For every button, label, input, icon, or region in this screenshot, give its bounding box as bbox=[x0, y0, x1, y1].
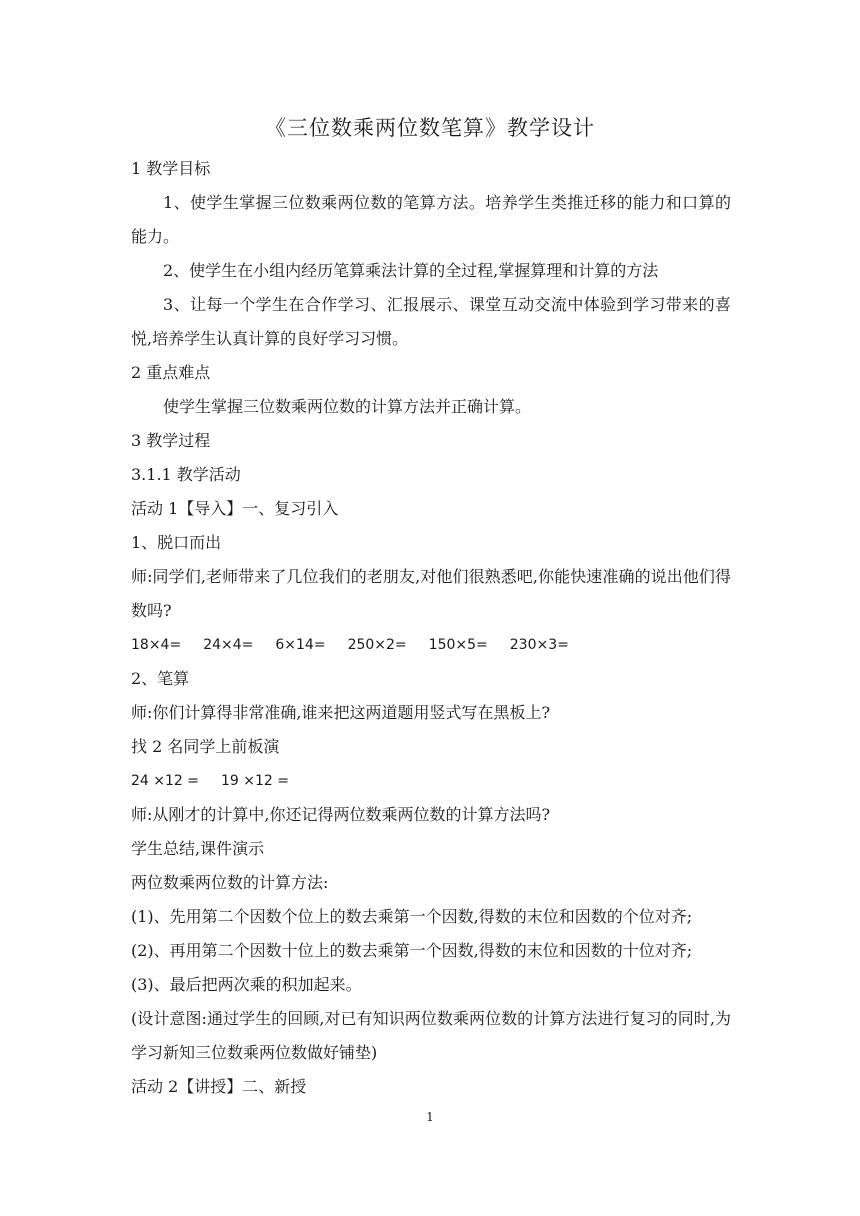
section-heading-key-points: 2 重点难点 bbox=[131, 363, 211, 382]
step-1-heading: 1、脱口而出 bbox=[131, 533, 222, 552]
teacher-question-3: 师:从刚才的计算中,你还记得两位数乘两位数的计算方法吗? bbox=[131, 805, 551, 824]
goal-2: 2、使学生在小组内经历笔算乘法计算的全过程,掌握算理和计算的方法 bbox=[163, 261, 659, 280]
goal-1: 1、使学生掌握三位数乘两位数的笔算方法。培养学生类推迁移的能力和口算的能力。 bbox=[131, 193, 731, 246]
section-heading-goals: 1 教学目标 bbox=[131, 159, 211, 178]
student-summary: 学生总结,课件演示 bbox=[131, 839, 265, 858]
method-step-1: (1)、先用第二个因数个位上的数去乘第一个因数,得数的末位和因数的个位对齐; bbox=[131, 907, 693, 926]
document-title: 《三位数乘两位数笔算》教学设计 bbox=[265, 116, 595, 140]
key-point: 使学生掌握三位数乘两位数的计算方法并正确计算。 bbox=[163, 397, 532, 416]
oral-equation: 6×14= bbox=[275, 637, 326, 653]
method-step-2: (2)、再用第二个因数十位上的数去乘第一个因数,得数的末位和因数的十位对齐; bbox=[131, 941, 693, 960]
oral-equation: 24×4= bbox=[203, 637, 254, 653]
written-equation: 24 ×12 = bbox=[131, 773, 199, 789]
design-intent: (设计意图:通过学生的回顾,对已有知识两位数乘两位数的计算方法进行复习的同时,为学习新知三位数乘两位数做好铺垫) bbox=[131, 1009, 731, 1062]
oral-equations-row bbox=[131, 628, 731, 662]
written-equations-row bbox=[131, 764, 731, 798]
activity-2-heading: 活动 2【讲授】二、新授 bbox=[131, 1077, 307, 1096]
goal-3: 3、让每一个学生在合作学习、汇报展示、课堂互动交流中体验到学习带来的喜悦,培养学生认真计算的良好学习习惯。 bbox=[131, 295, 731, 348]
oral-equation: 18×4= bbox=[131, 637, 182, 653]
document-body bbox=[131, 152, 731, 1104]
board-task: 找 2 名同学上前板演 bbox=[131, 737, 280, 756]
activity-1-heading: 活动 1【导入】一、复习引入 bbox=[131, 499, 339, 518]
page-number: 1 bbox=[426, 1110, 434, 1124]
step-2-heading: 2、笔算 bbox=[131, 669, 190, 688]
oral-equation: 230×3= bbox=[509, 637, 569, 653]
oral-equation: 250×2= bbox=[347, 637, 407, 653]
section-heading-process: 3 教学过程 bbox=[131, 431, 211, 450]
subsection-heading: 3.1.1 教学活动 bbox=[131, 465, 241, 484]
method-step-3: (3)、最后把两次乘的积加起来。 bbox=[131, 975, 362, 994]
written-equation: 19 ×12 = bbox=[221, 773, 289, 789]
teacher-question-1: 师:同学们,老师带来了几位我们的老朋友,对他们很熟悉吧,你能快速准确的说出他们得数吗? bbox=[131, 567, 731, 620]
oral-equation: 150×5= bbox=[428, 637, 488, 653]
method-heading: 两位数乘两位数的计算方法: bbox=[131, 873, 329, 892]
teacher-question-2: 师:你们计算得非常准确,谁来把这两道题用竖式写在黑板上? bbox=[131, 703, 551, 722]
